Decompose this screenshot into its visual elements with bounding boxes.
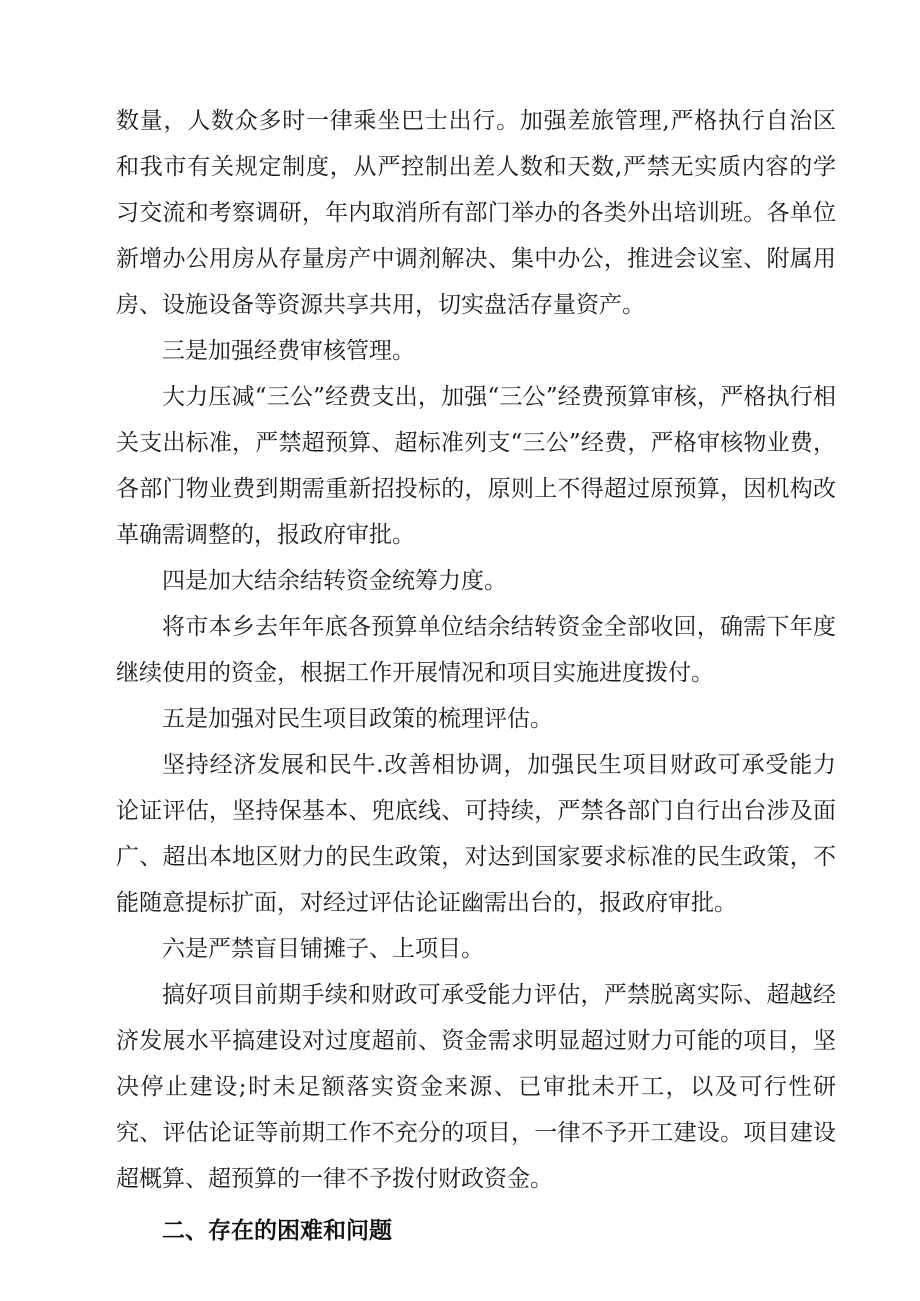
- paragraph-continued: 数量，人数众多时一律乘坐巴士出行。加强差旅管理,严格执行自治区和我市有关规定制度，从严控制出差人数和天数,严禁无实质内容的学习交流和考察调研，年内取消所有部门举办的各类外出培训班。各单位新增办公用房从存量房产中调剂解决、集中办公，推进会议室、附属用房、设施设备等资源共享共用，切实盘活存量资产。: [116, 108, 836, 318]
- section-heading: 二、存在的困难和问题: [162, 1218, 392, 1244]
- paragraph-funding-review: 大力压减“三公”经费支出，加强“三公”经费预算审核，严格执行相关支出标准，严禁超预算、超标准列支“三公”经费，严格审核物业费，各部门物业费到期需重新招投标的，原则上不得超过原预算，因机构改革确需调整的，报政府审批。: [116, 384, 836, 548]
- subheading-surplus-funds: 四是加大结余结转资金统筹力度。: [162, 568, 507, 594]
- paragraph-surplus-funds: 将市本乡去年年底各预算单位结余结转资金全部收回，确需下年度继续使用的资金，根据工作开展情况和项目实施进度拨付。: [116, 614, 836, 686]
- paragraph-livelihood-policy: 坚持经济发展和民牛.改善相协调，加强民生项目财政可承受能力论证评估，坚持保基本、兜底线、可持续，严禁各部门自行出台涉及面广、超出本地区财力的民生政策，对达到国家要求标准的民生政策，不能随意提标扩面，对经过评估论证幽需出台的，报政府审批。: [116, 752, 836, 916]
- subheading-livelihood-policy: 五是加强对民生项目政策的梳理评估。: [162, 706, 553, 732]
- subheading-project-control: 六是严禁盲目铺摊子、上项目。: [162, 936, 484, 962]
- paragraph-project-control: 搞好项目前期手续和财政可承受能力评估，严禁脱离实际、超越经济发展水平搞建设对过度超前、资金需求明显超过财力可能的项目，坚决停止建设;时未足额落实资金来源、已审批未开工，以及可行性研究、评估论证等前期工作不充分的项目，一律不予开工建设。项目建设超概算、超预算的一律不予拨付财政资金。: [116, 982, 836, 1192]
- document-body: [116, 98, 836, 1254]
- subheading-funding-review: 三是加强经费审核管理。: [162, 338, 415, 364]
